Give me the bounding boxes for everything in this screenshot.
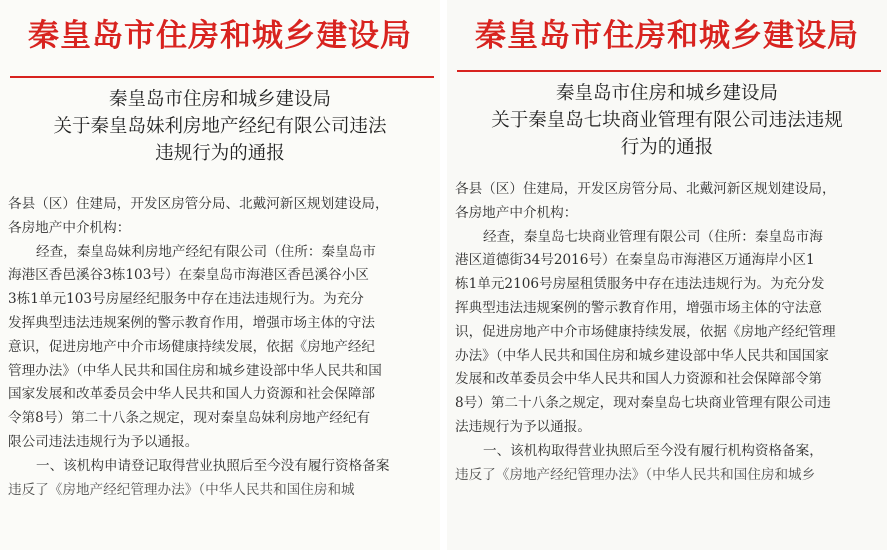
- body-line: 办法》（中华人民共和国住房和城乡建设部中华人民共和国国家: [455, 347, 829, 364]
- org-header: 秦皇岛市住房和城乡建设局: [475, 18, 859, 54]
- body-line: 意识，促进房地产中介市场健康持续发展，依据《房地产经纪: [8, 338, 376, 355]
- body-line: 海港区香邑溪谷3栋103号）在秦皇岛市海港区香邑溪谷小区: [8, 267, 369, 284]
- notice-body: [8, 193, 426, 502]
- notice-title: [0, 86, 440, 167]
- body-line: 各县（区）住建局，开发区房管分局、北戴河新区规划建设局，: [455, 181, 836, 197]
- body-line: 挥典型违法违规案例的警示教育作用，增强市场主体的守法意: [455, 299, 823, 316]
- title-line: 关于秦皇岛妹利房地产经纪有限公司违法: [53, 116, 387, 137]
- title-line: 秦皇岛市住房和城乡建设局: [555, 83, 778, 104]
- title-line: 秦皇岛市住房和城乡建设局: [108, 89, 331, 110]
- body-line: 发展和改革委员会中华人民共和国人力资源和社会保障部令第: [455, 371, 823, 388]
- body-line: 栋1单元2106号房屋租赁服务中存在违法违规行为。为充分发: [455, 276, 825, 293]
- body-line: 各县（区）住建局，开发区房管分局、北戴河新区规划建设局，: [8, 196, 389, 212]
- body-line: 港区道德街34号2016号）在秦皇岛市海港区万通海岸小区1: [455, 252, 815, 269]
- body-line: 发挥典型违法违规案例的警示教育作用，增强市场主体的守法: [8, 314, 376, 331]
- body-line: 违反了《房地产经纪管理办法》（中华人民共和国住房和城: [8, 481, 355, 498]
- notice-body: [455, 178, 875, 487]
- body-line: 8号）第二十八条之规定，现对秦皇岛七块商业管理有限公司违: [455, 395, 831, 412]
- body-line: 各房地产中介机构：: [455, 204, 578, 221]
- body-line: 一、该机构取得营业执照后至今没有履行机构资格备案，: [483, 442, 823, 459]
- org-header: 秦皇岛市住房和城乡建设局: [28, 18, 412, 54]
- body-line: 限公司违法违规行为予以通报。: [8, 433, 199, 450]
- body-line: 经查，秦皇岛妹利房地产经纪有限公司（住所：秦皇岛市: [36, 243, 376, 260]
- body-line: 经查，秦皇岛七块商业管理有限公司（住所：秦皇岛市海: [483, 228, 823, 245]
- title-line: 行为的通报: [620, 137, 714, 158]
- red-divider: [10, 76, 434, 78]
- right-document: [447, 0, 887, 550]
- body-line: 识，促进房地产中介市场健康持续发展，依据《房地产经纪管理: [455, 323, 836, 340]
- notice-title: [447, 80, 887, 161]
- body-line: 3栋1单元103号房屋经纪服务中存在违法违规行为。为充分: [8, 291, 364, 308]
- body-line: 法违规行为予以通报。: [455, 418, 591, 435]
- body-line: 管理办法》（中华人民共和国住房和城乡建设部中华人民共和国: [8, 362, 382, 379]
- body-line: 各房地产中介机构：: [8, 219, 131, 236]
- document-gap: [440, 0, 447, 550]
- title-line: 违规行为的通报: [155, 143, 285, 164]
- body-line: 令第8号）第二十八条之规定，现对秦皇岛妹利房地产经纪有: [8, 410, 371, 427]
- body-line: 违反了《房地产经纪管理办法》（中华人民共和国住房和城乡: [455, 466, 816, 483]
- body-line: 一、该机构申请登记取得营业执照后至今没有履行资格备案: [36, 457, 390, 474]
- red-divider: [457, 70, 881, 72]
- title-line: 关于秦皇岛七块商业管理有限公司违法违规: [491, 110, 843, 131]
- left-document: [0, 0, 440, 550]
- body-line: 国家发展和改革委员会中华人民共和国人力资源和社会保障部: [8, 386, 376, 403]
